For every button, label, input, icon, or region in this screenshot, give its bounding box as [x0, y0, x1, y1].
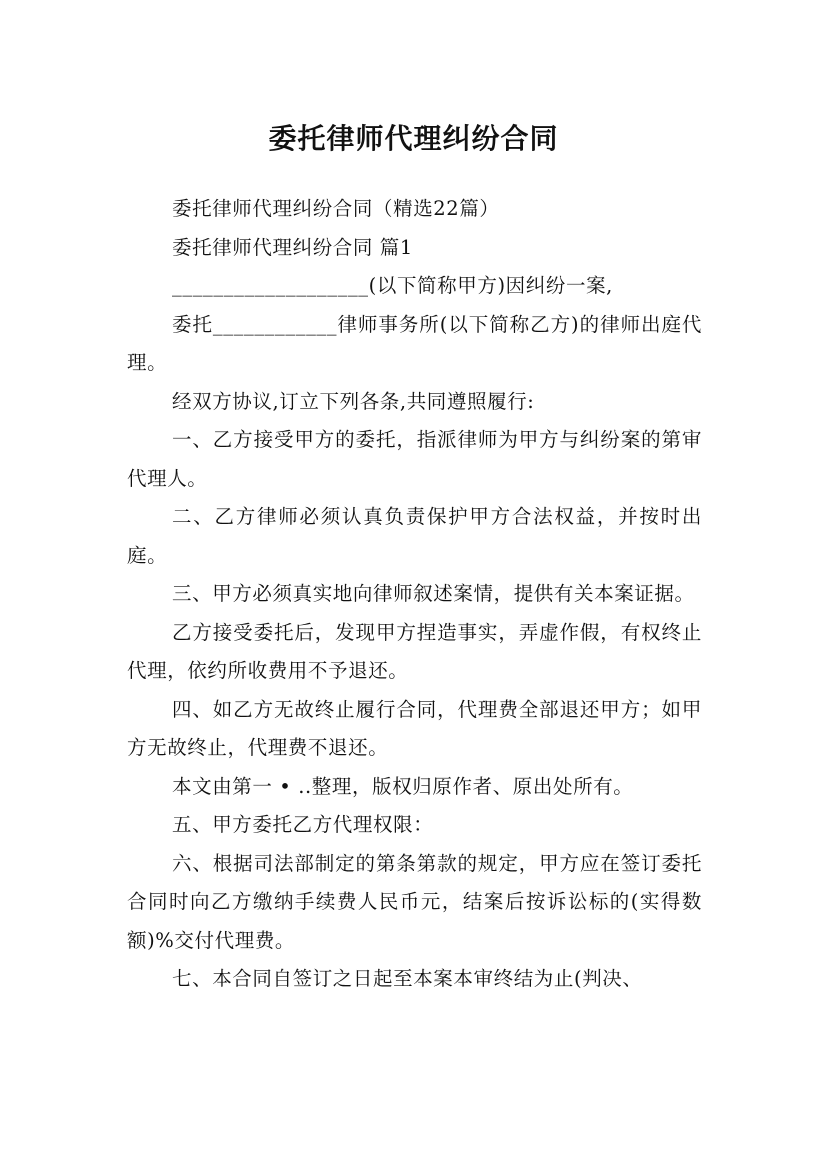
paragraph-clause-7: 七、本合同自签订之日起至本案本审终结为止(判决、 [172, 967, 643, 990]
paragraph-party-b: 委托____________律师事务所(以下简称乙方)的律师出庭代理。 [127, 312, 702, 374]
paragraph-section-heading: 委托律师代理纠纷合同 篇1 [172, 235, 413, 259]
paragraph-clause-1: 一、乙方接受甲方的委托，指派律师为甲方与纠纷案的第审代理人。 [127, 428, 702, 490]
paragraph-agreement: 经双方协议,订立下列各条,共同遵照履行: [172, 389, 535, 413]
paragraph-copyright-note: 本文由第一 • ..整理，版权归原作者、原出处所有。 [172, 774, 634, 798]
paragraph-clause-3: 三、甲方必须真实地向律师叙述案情，提供有关本案证据。 [172, 582, 695, 605]
paragraph-subtitle: 委托律师代理纠纷合同（精选22篇） [172, 197, 500, 220]
paragraph-clause-4: 四、如乙方无故终止履行合同，代理费全部退还甲方；如甲方无故终止，代理费不退还。 [127, 697, 702, 759]
document-title: 委托律师代理纠纷合同 [268, 121, 559, 155]
paragraph-clause-5: 五、甲方委托乙方代理权限： [172, 813, 434, 836]
paragraph-party-a: ___________________(以下简称甲方)因纠纷一案, [172, 274, 613, 297]
paragraph-clause-2: 二、乙方律师必须认真负责保护甲方合法权益，并按时出庭。 [127, 505, 702, 567]
document-body [127, 190, 702, 999]
paragraph-clause-3-note: 乙方接受委托后，发现甲方捏造事实，弄虚作假，有权终止代理，依约所收费用不予退还。 [127, 620, 702, 682]
paragraph-clause-6: 六、根据司法部制定的第条第款的规定，甲方应在签订委托合同时向乙方缴纳手续费人民币元，结案后按诉讼标的(实得数额)%交付代理费。 [127, 851, 702, 952]
